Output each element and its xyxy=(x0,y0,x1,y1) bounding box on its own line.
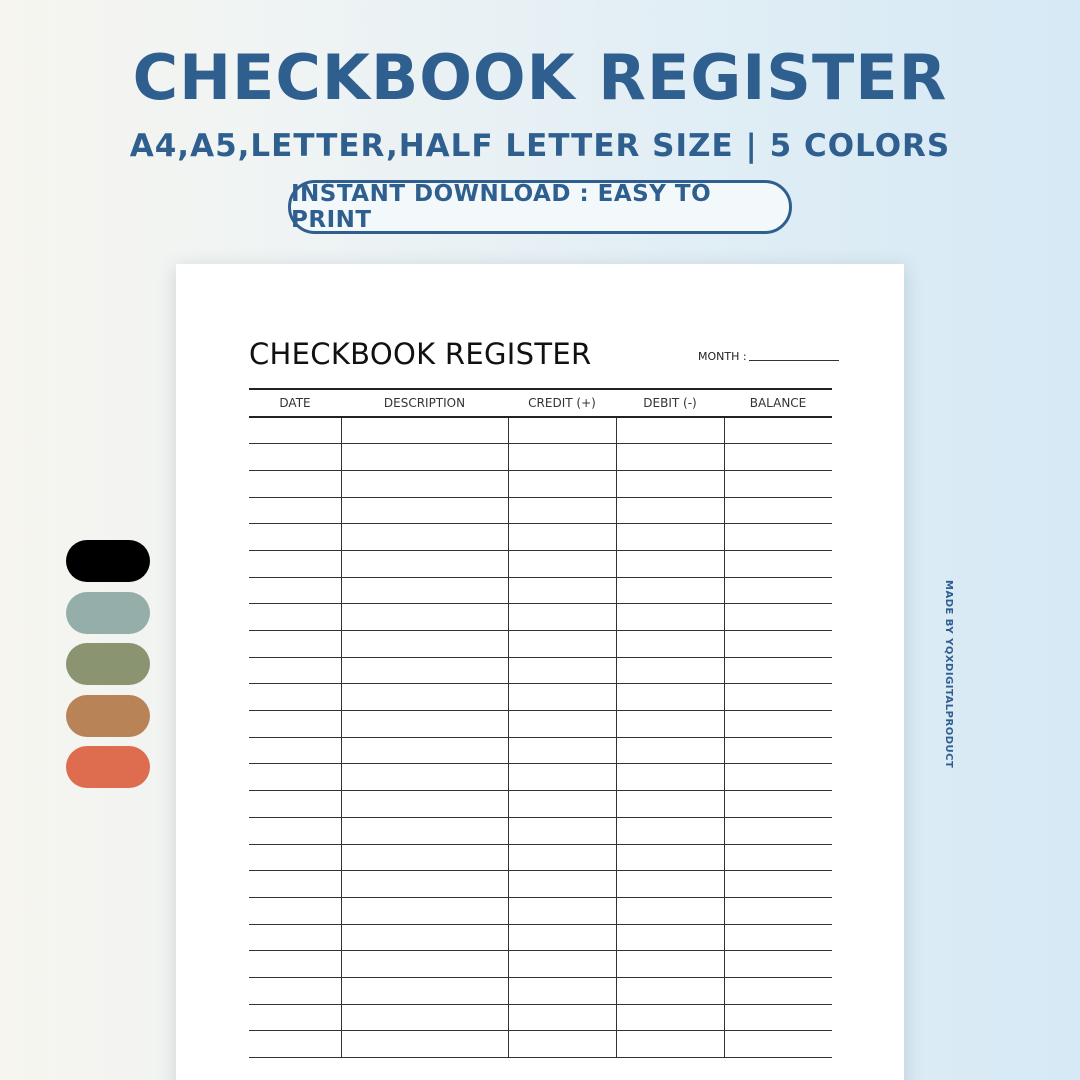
register-row xyxy=(249,631,832,658)
register-cell xyxy=(341,924,508,951)
register-cell xyxy=(508,444,616,471)
register-cell xyxy=(341,444,508,471)
creator-credit: MADE BY YQXDIGITALPRODUCT xyxy=(943,580,954,769)
register-cell xyxy=(616,711,724,738)
register-row xyxy=(249,577,832,604)
register-cell xyxy=(616,844,724,871)
register-cell xyxy=(341,844,508,871)
register-cell xyxy=(616,577,724,604)
register-row xyxy=(249,470,832,497)
register-cell xyxy=(341,951,508,978)
banner-subtitle: A4,A5,LETTER,HALF LETTER SIZE | 5 COLORS xyxy=(129,128,951,164)
register-row xyxy=(249,951,832,978)
register-cell xyxy=(341,577,508,604)
month-blank-line xyxy=(749,360,839,361)
register-cell xyxy=(341,631,508,658)
register-cell xyxy=(724,417,832,444)
printable-page-preview xyxy=(176,264,904,1080)
register-cell xyxy=(341,764,508,791)
register-cell xyxy=(724,1004,832,1031)
swatch-black xyxy=(66,540,150,582)
register-cell xyxy=(508,524,616,551)
register-cell xyxy=(508,737,616,764)
register-cell xyxy=(249,631,341,658)
register-row xyxy=(249,764,832,791)
register-cell xyxy=(249,684,341,711)
register-cell xyxy=(249,1031,341,1058)
register-cell xyxy=(508,791,616,818)
register-cell xyxy=(724,684,832,711)
swatch-sage xyxy=(66,592,150,634)
register-cell xyxy=(616,871,724,898)
register-cell xyxy=(341,657,508,684)
register-row xyxy=(249,897,832,924)
register-row xyxy=(249,550,832,577)
month-field xyxy=(698,350,839,363)
register-cell xyxy=(724,444,832,471)
register-cell xyxy=(249,737,341,764)
register-cell xyxy=(616,817,724,844)
register-cell xyxy=(249,924,341,951)
register-row xyxy=(249,604,832,631)
register-cell xyxy=(724,817,832,844)
register-cell xyxy=(249,791,341,818)
register-cell xyxy=(508,1031,616,1058)
register-cell xyxy=(341,1031,508,1058)
register-cell xyxy=(724,657,832,684)
register-row xyxy=(249,791,832,818)
register-cell xyxy=(724,550,832,577)
register-cell xyxy=(724,977,832,1004)
color-swatches xyxy=(66,540,150,798)
register-cell xyxy=(341,497,508,524)
column-header-balance: BALANCE xyxy=(724,389,832,417)
register-cell xyxy=(508,1004,616,1031)
register-cell xyxy=(249,897,341,924)
swatch-coral xyxy=(66,746,150,788)
register-cell xyxy=(724,711,832,738)
register-row xyxy=(249,737,832,764)
instant-download-badge: INSTANT DOWNLOAD : EASY TO PRINT xyxy=(288,180,792,234)
register-cell xyxy=(616,631,724,658)
register-row xyxy=(249,977,832,1004)
register-cell xyxy=(249,604,341,631)
register-cell xyxy=(341,550,508,577)
register-cell xyxy=(249,711,341,738)
register-cell xyxy=(616,791,724,818)
register-cell xyxy=(724,844,832,871)
register-cell xyxy=(616,417,724,444)
register-cell xyxy=(724,951,832,978)
column-header-date: DATE xyxy=(249,389,341,417)
register-cell xyxy=(249,844,341,871)
register-cell xyxy=(341,711,508,738)
register-cell xyxy=(508,924,616,951)
register-cell xyxy=(616,977,724,1004)
register-cell xyxy=(508,470,616,497)
register-cell xyxy=(249,524,341,551)
register-cell xyxy=(508,497,616,524)
register-cell xyxy=(249,470,341,497)
register-cell xyxy=(341,817,508,844)
register-cell xyxy=(341,524,508,551)
register-cell xyxy=(616,684,724,711)
register-cell xyxy=(508,871,616,898)
register-cell xyxy=(616,1031,724,1058)
register-cell xyxy=(508,657,616,684)
document-title: CHECKBOOK REGISTER xyxy=(249,337,592,371)
register-cell xyxy=(341,871,508,898)
register-cell xyxy=(249,977,341,1004)
register-cell xyxy=(508,817,616,844)
register-cell xyxy=(724,631,832,658)
register-cell xyxy=(508,897,616,924)
register-cell xyxy=(616,604,724,631)
register-row xyxy=(249,497,832,524)
register-cell xyxy=(616,497,724,524)
register-cell xyxy=(724,497,832,524)
column-header-credit: CREDIT (+) xyxy=(508,389,616,417)
register-cell xyxy=(249,417,341,444)
register-cell xyxy=(508,604,616,631)
column-header-debit: DEBIT (-) xyxy=(616,389,724,417)
register-row xyxy=(249,817,832,844)
register-row xyxy=(249,871,832,898)
register-cell xyxy=(341,470,508,497)
register-row xyxy=(249,444,832,471)
register-row xyxy=(249,711,832,738)
register-cell xyxy=(249,951,341,978)
register-cell xyxy=(616,657,724,684)
register-cell xyxy=(616,924,724,951)
register-cell xyxy=(508,577,616,604)
register-cell xyxy=(724,577,832,604)
register-row xyxy=(249,1031,832,1058)
register-cell xyxy=(508,631,616,658)
register-row xyxy=(249,1004,832,1031)
register-cell xyxy=(249,871,341,898)
register-cell xyxy=(249,550,341,577)
swatch-tan xyxy=(66,695,150,737)
register-cell xyxy=(724,871,832,898)
register-cell xyxy=(724,897,832,924)
register-cell xyxy=(616,550,724,577)
register-row xyxy=(249,657,832,684)
register-header-row xyxy=(249,389,832,417)
register-cell xyxy=(249,497,341,524)
register-cell xyxy=(341,737,508,764)
register-cell xyxy=(724,924,832,951)
register-cell xyxy=(249,817,341,844)
register-cell xyxy=(341,791,508,818)
swatch-olive xyxy=(66,643,150,685)
register-cell xyxy=(341,977,508,1004)
register-row xyxy=(249,524,832,551)
register-cell xyxy=(249,577,341,604)
register-cell xyxy=(616,1004,724,1031)
banner-title: CHECKBOOK REGISTER xyxy=(132,41,948,114)
register-cell xyxy=(616,444,724,471)
register-cell xyxy=(341,684,508,711)
register-cell xyxy=(508,844,616,871)
month-label: MONTH : xyxy=(698,350,747,363)
register-cell xyxy=(724,604,832,631)
register-cell xyxy=(616,737,724,764)
column-header-description: DESCRIPTION xyxy=(341,389,508,417)
register-cell xyxy=(508,417,616,444)
register-cell xyxy=(508,711,616,738)
register-cell xyxy=(249,1004,341,1031)
register-cell xyxy=(508,951,616,978)
register-row xyxy=(249,844,832,871)
register-cell xyxy=(616,897,724,924)
register-table xyxy=(249,388,832,1058)
register-cell xyxy=(249,764,341,791)
register-cell xyxy=(508,764,616,791)
register-cell xyxy=(341,897,508,924)
register-cell xyxy=(249,657,341,684)
register-cell xyxy=(341,604,508,631)
register-cell xyxy=(341,1004,508,1031)
register-row xyxy=(249,924,832,951)
register-cell xyxy=(724,791,832,818)
register-cell xyxy=(616,524,724,551)
register-row xyxy=(249,417,832,444)
register-cell xyxy=(249,444,341,471)
register-cell xyxy=(508,684,616,711)
register-cell xyxy=(724,764,832,791)
register-cell xyxy=(724,524,832,551)
register-cell xyxy=(724,737,832,764)
register-cell xyxy=(616,764,724,791)
register-body xyxy=(249,417,832,1058)
register-row xyxy=(249,684,832,711)
register-cell xyxy=(508,977,616,1004)
register-cell xyxy=(508,550,616,577)
register-cell xyxy=(724,470,832,497)
register-cell xyxy=(341,417,508,444)
register-cell xyxy=(724,1031,832,1058)
register-cell xyxy=(616,470,724,497)
register-cell xyxy=(616,951,724,978)
